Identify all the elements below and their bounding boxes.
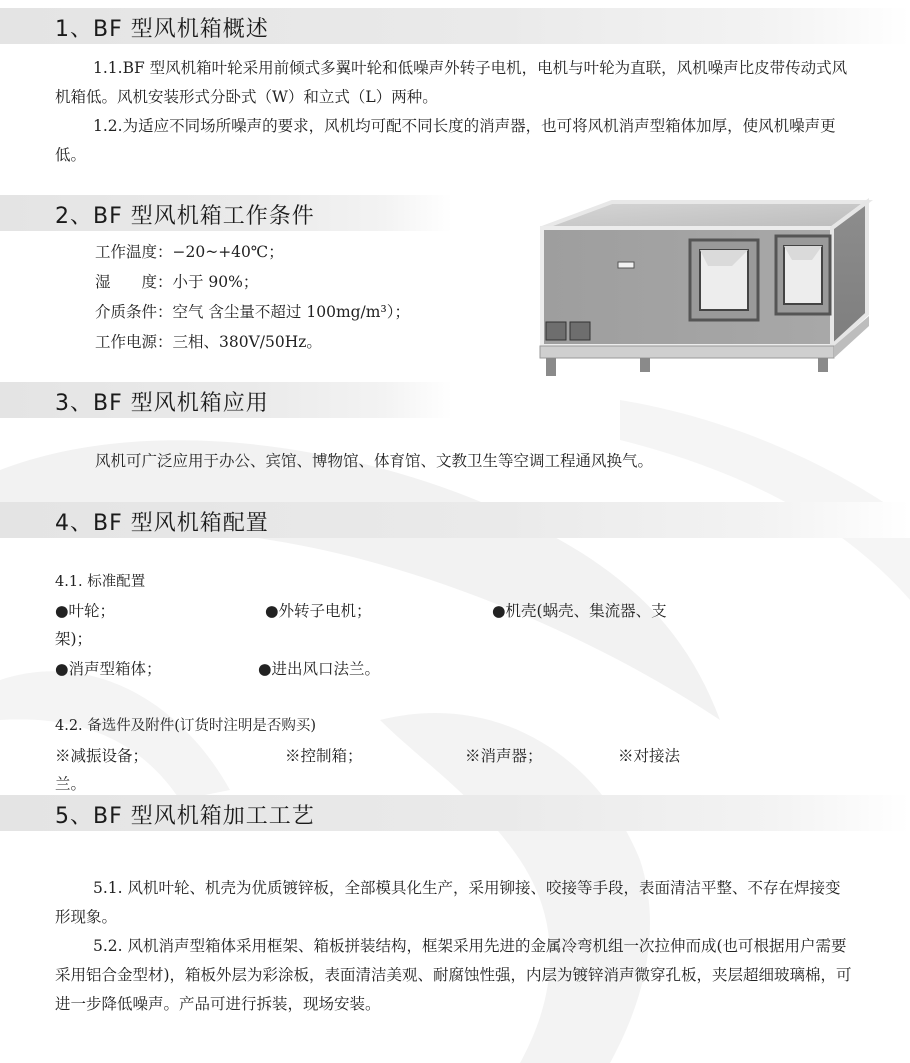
condition-temperature: 工作温度：−20~+40℃； bbox=[95, 243, 284, 261]
section-header-2 bbox=[0, 195, 452, 231]
section5-paragraph-1: 5.1. 风机叶轮、机壳为优质镀锌板，全部模具化生产，采用铆接、咬接等手段，表面清洁平整、不存在焊接变形现象。 bbox=[55, 879, 841, 926]
list-item: ●进出风口法兰。 bbox=[258, 660, 381, 678]
list-item: ※减振设备； bbox=[55, 747, 149, 765]
section3-application-text: 风机可广泛应用于办公、宾馆、博物馆、体育馆、文教卫生等空调工程通风换气。 bbox=[95, 452, 654, 470]
list-item: ※控制箱； bbox=[285, 747, 363, 765]
section-title-2: 2、BF 型风机箱工作条件 bbox=[55, 204, 315, 229]
section-title-3: 3、BF 型风机箱应用 bbox=[55, 391, 269, 416]
condition-humidity: 湿 度：小于 90%； bbox=[95, 273, 259, 291]
list-item: 架)； bbox=[55, 630, 93, 648]
section1-paragraph-1: 1.1.BF 型风机箱叶轮采用前倾式多翼叶轮和低噪声外转子电机，电机与叶轮为直联，风机噪声比皮带传动式风机箱低。风机安装形式分卧式（W）和立式（L）两种。 bbox=[55, 59, 848, 106]
section-title-5: 5、BF 型风机箱加工工艺 bbox=[55, 804, 315, 829]
section-title-4: 4、BF 型风机箱配置 bbox=[55, 511, 269, 536]
section5-paragraph-2: 5.2. 风机消声型箱体采用框架、箱板拼装结构，框架采用先进的金属冷弯机组一次拉伸而成(也可根据用户需要采用铝合金型材)，箱板外层为彩涂板，表面清洁美观、耐腐蚀性强，内层为镀锌消声微穿孔板，夹层超细玻璃棉，可进一步降低噪声。产品可进行拆装，现场安装。 bbox=[55, 937, 852, 1013]
condition-medium: 介质条件：空气 含尘量不超过 100mg/m³）； bbox=[95, 303, 410, 321]
section-header-5 bbox=[0, 795, 910, 831]
optional-config-heading: 4.2. 备选件及附件(订货时注明是否购买) bbox=[55, 718, 317, 734]
section-header-4 bbox=[0, 502, 910, 538]
condition-power: 工作电源：三相、380V/50Hz。 bbox=[95, 333, 322, 351]
section1-paragraph-2: 1.2.为适应不同场所噪声的要求，风机均可配不同长度的消声器，也可将风机消声型箱体加厚，使风机噪声更低。 bbox=[55, 117, 836, 164]
list-item: ※消声器； bbox=[465, 747, 543, 765]
section-header-1 bbox=[0, 8, 910, 44]
list-item: ※对接法 bbox=[618, 747, 681, 765]
list-item: ●机壳(蜗壳、集流器、支 bbox=[492, 602, 667, 620]
list-item: ●消声型箱体； bbox=[55, 660, 162, 678]
list-item: ●叶轮； bbox=[55, 602, 116, 620]
section-title-1: 1、BF 型风机箱概述 bbox=[55, 17, 269, 42]
fan-cabinet-photo bbox=[532, 196, 877, 426]
list-item: 兰。 bbox=[55, 775, 87, 793]
standard-config-heading: 4.1. 标准配置 bbox=[55, 574, 146, 590]
section-header-3 bbox=[0, 382, 452, 418]
list-item: ●外转子电机； bbox=[265, 602, 372, 620]
